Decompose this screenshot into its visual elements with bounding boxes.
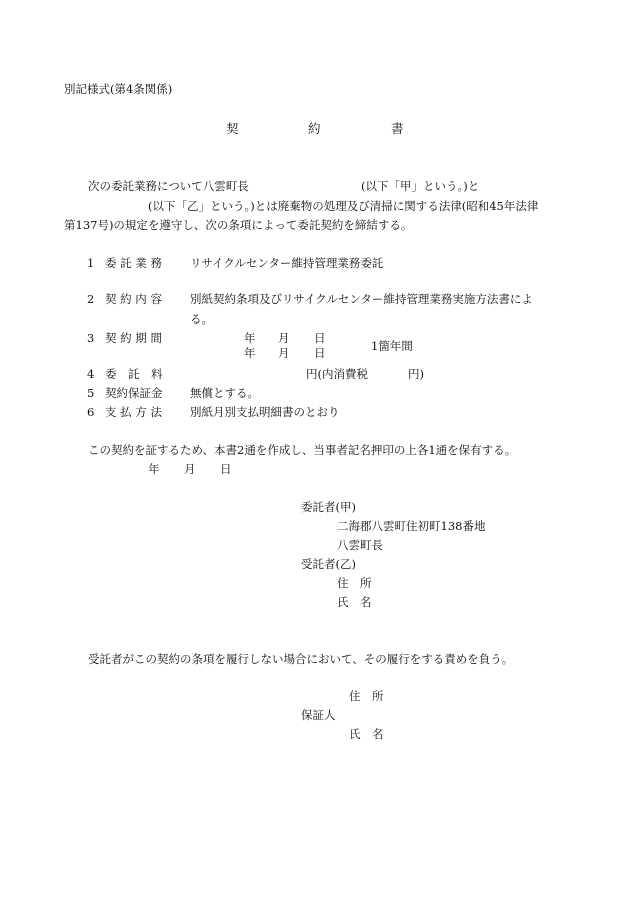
intro-line-2: (以下「乙」という。)とは廃棄物の処理及び清掃に関する法律(昭和45年法律	[148, 199, 539, 213]
period-duration: 1箇年間	[371, 339, 413, 353]
item-number: 5	[87, 386, 95, 400]
period-start-month: 月	[278, 331, 290, 345]
period-end-year: 年	[244, 346, 256, 360]
witness-month: 月	[184, 462, 196, 476]
party-b-address-label: 住 所	[337, 576, 372, 590]
item-value: リサイクルセンター維持管理業務委託	[190, 256, 384, 270]
item-label: 支 払 方 法	[105, 405, 162, 419]
guarantor-label: 保証人	[301, 708, 336, 722]
intro-line-1a: 次の委託業務について八雲町長	[88, 179, 249, 193]
witness-year: 年	[148, 462, 160, 476]
item-number: 2	[87, 292, 95, 306]
form-label: 別記様式(第4条関係)	[64, 82, 173, 96]
item-number: 4	[87, 367, 95, 381]
item-number: 1	[87, 256, 95, 270]
guarantee-text: 受託者がこの契約の条項を履行しない場合において、その履行をする責めを負う。	[88, 652, 514, 666]
item-label: 契 約 期 間	[105, 331, 162, 345]
period-start-day: 日	[314, 331, 326, 345]
party-b-name-label: 氏 名	[337, 595, 372, 609]
item-value-continued: る。	[190, 312, 213, 326]
item-label: 委 託 業 務	[105, 256, 162, 270]
guarantor-name-label: 氏 名	[349, 727, 384, 741]
party-a-address: 二海郡八雲町住初町138番地	[337, 519, 486, 533]
item-number: 6	[87, 405, 95, 419]
item-label: 契約保証金	[105, 386, 163, 400]
party-a-label: 委託者(甲)	[301, 500, 356, 514]
period-end-month: 月	[278, 346, 290, 360]
title-char-2: 約	[308, 121, 321, 136]
item-value: 別紙契約条項及びリサイクルセンター維持管理業務実施方法書によ	[190, 292, 533, 306]
title-char-1: 契	[226, 121, 239, 136]
item-value: 別紙月別支払明細書のとおり	[190, 405, 340, 419]
guarantor-address-label: 住 所	[349, 689, 384, 703]
fee-yen-tax: 円(内消費税	[306, 367, 368, 381]
item-number: 3	[87, 331, 95, 345]
party-a-name: 八雲町長	[337, 538, 383, 552]
fee-tax-close: 円)	[408, 367, 424, 381]
intro-line-3: 第137号)の規定を遵守し、次の条項によって委託契約を締結する。	[64, 218, 413, 232]
item-label: 契 約 内 容	[105, 292, 162, 306]
item-label: 委 託 料	[105, 367, 163, 381]
period-start-year: 年	[244, 331, 256, 345]
party-b-label: 受託者(乙)	[301, 557, 356, 571]
title-char-3: 書	[391, 121, 404, 136]
item-value: 無償とする。	[190, 386, 259, 400]
witness-text: この契約を証するため、本書2通を作成し、当事者記名押印の上各1通を保有する。	[88, 443, 517, 457]
period-end-day: 日	[314, 346, 326, 360]
intro-line-1b: (以下「甲」という。)と	[361, 179, 480, 193]
witness-day: 日	[220, 462, 232, 476]
